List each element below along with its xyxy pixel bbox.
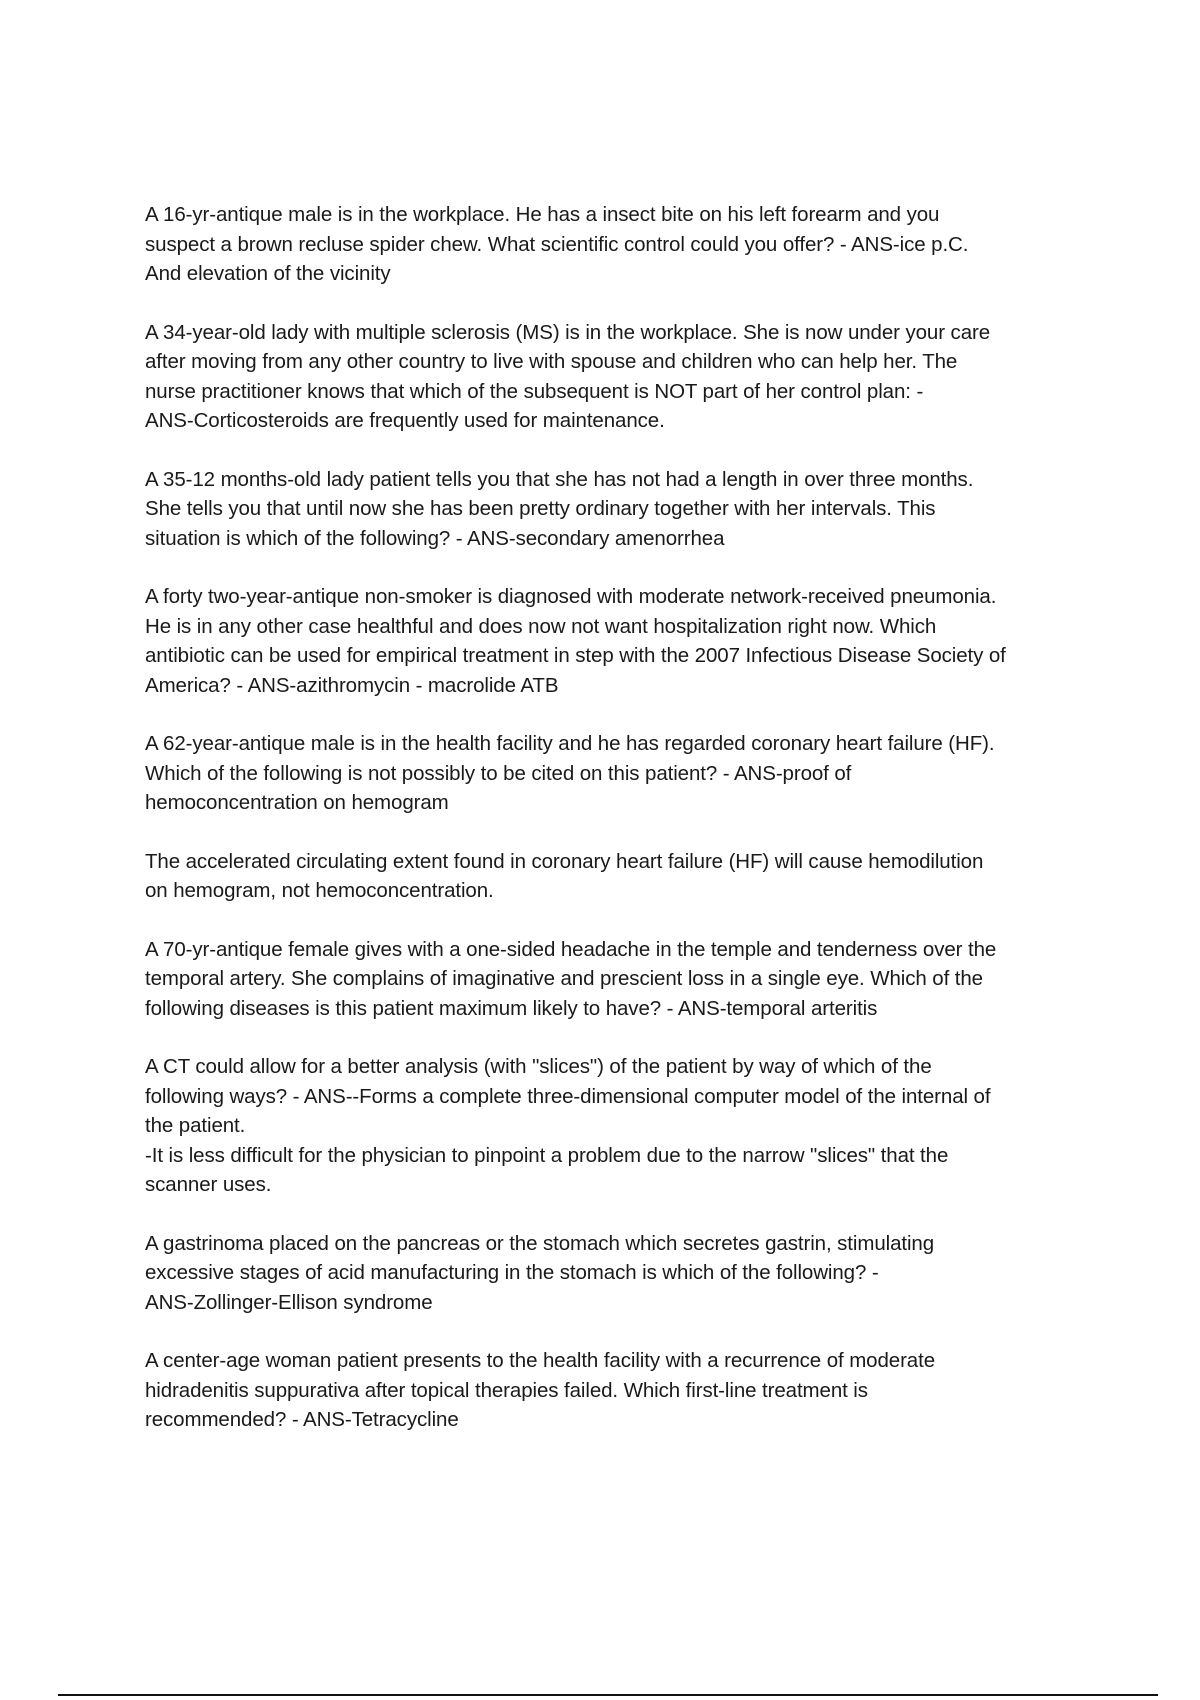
qa-item-zollinger-ellison: A gastrinoma placed on the pancreas or the stomach which secretes gastrin, stimulating excessive stages of acid manufacturing in the stomach is which of the following? - ANS-Zollinger-Ellison syndrome: [145, 1231, 935, 1314]
qa-item-amenorrhea: A 35-12 months-old lady patient tells you that she has not had a length in over three months. She tells you that until now she has been pretty ordinary together with her intervals. This situation is which of the following? - ANS-secondary amenorrhea: [145, 467, 974, 550]
qa-item-brown-recluse: A 16-yr-antique male is in the workplace. He has a insect bite on his left forearm and you suspect a brown recluse spider chew. What scientific control could you offer? - ANS-ice p.C. And elevation of the vicinity: [145, 203, 969, 285]
qa-item-pneumonia: A forty two-year-antique non-smoker is diagnosed with moderate network-received pneumonia. He is in any other case healthful and does now not want hospitalization right now. Which antibiotic can be used for empirical treatment in step with the 2007 Infectious Disease Society of America? - ANS-azithromycin - macrolide ATB: [145, 585, 1006, 697]
qa-item-hidradenitis: A center-age woman patient presents to the health facility with a recurrence of moderate hidradenitis suppurativa after topical therapies failed. Which first-line treatment is recommended? - ANS-Tetracycline: [145, 1349, 936, 1431]
qa-item-heart-failure: A 62-year-antique male is in the health facility and he has regarded coronary heart failure (HF). Which of the following is not possibly to be cited on this patient? - ANS-proof of hemoconcentration on hemogram: [145, 732, 995, 814]
qa-item-ct-scan: A CT could allow for a better analysis (with "slices") of the patient by way of which of the following ways? - ANS--Forms a complete three-dimensional computer model of the internal of the patient. -It is less difficult for the physician to pinpoint a problem due to the narrow "slices" that the scanner uses.: [145, 1055, 991, 1196]
document-body: [145, 200, 1095, 1464]
footer-divider: [58, 1694, 1158, 1696]
qa-item-heart-failure-note: The accelerated circulating extent found in coronary heart failure (HF) will cause hemodilution on hemogram, not hemoconcentration.: [145, 849, 984, 902]
qa-item-temporal-arteritis: A 70-yr-antique female gives with a one-sided headache in the temple and tenderness over the temporal artery. She complains of imaginative and prescient loss in a single eye. Which of the following diseases is this patient maximum likely to have? - ANS-temporal arteritis: [145, 937, 997, 1020]
qa-item-multiple-sclerosis: A 34-year-old lady with multiple sclerosis (MS) is in the workplace. She is now under your care after moving from any other country to live with spouse and children who can help her. The nurse practitioner knows that which of the subsequent is NOT part of her control plan: - ANS-Corticosteroids are frequently used for maintenance.: [145, 320, 991, 432]
